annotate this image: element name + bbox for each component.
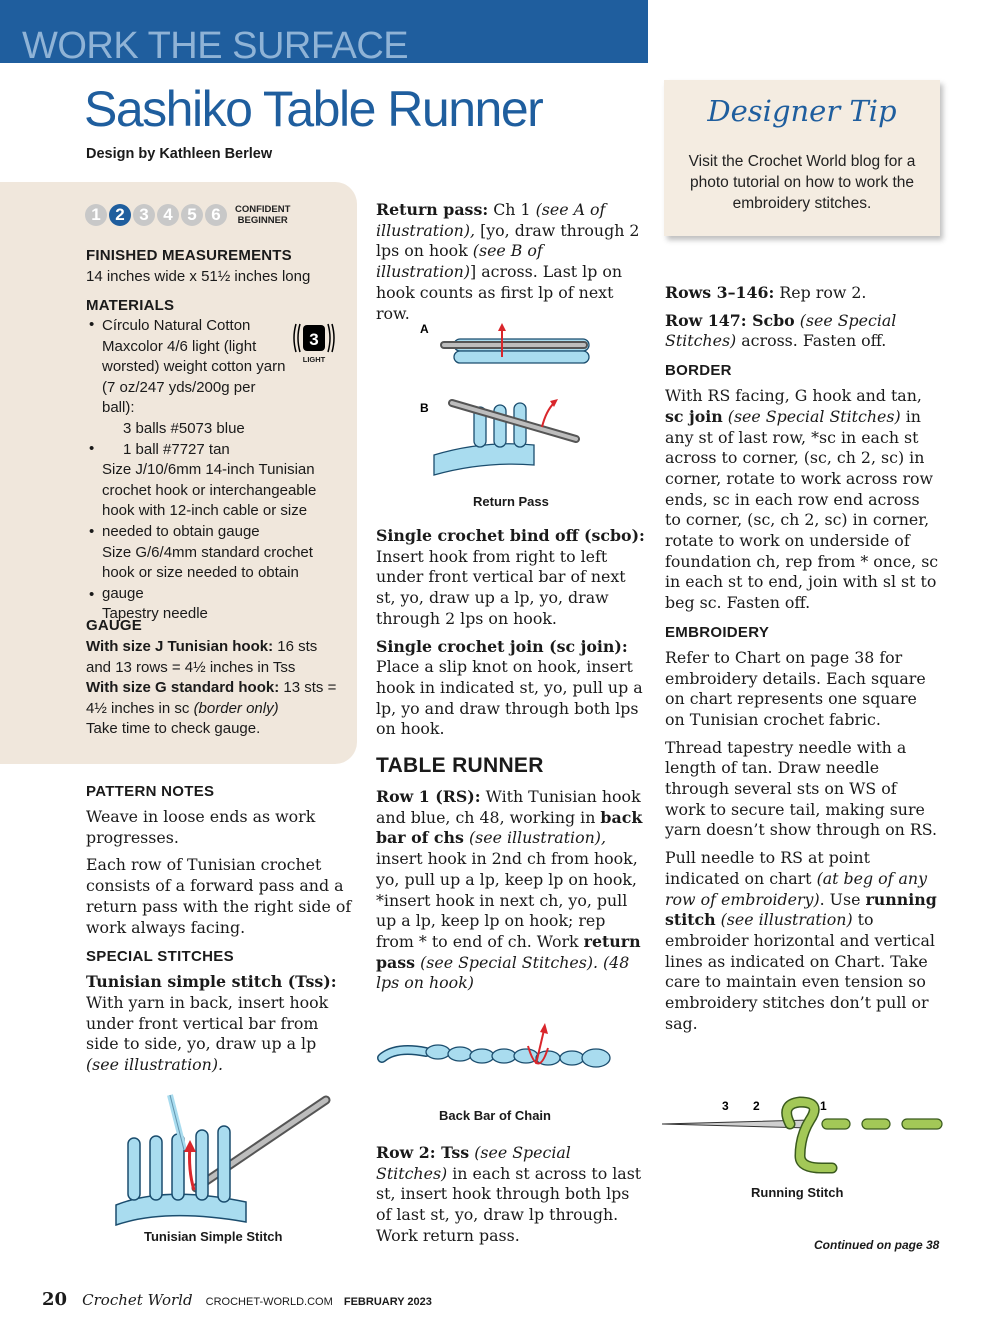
return-pass-illustration bbox=[414, 315, 594, 485]
pattern-note-1: Weave in loose ends as work progresses. bbox=[86, 807, 316, 847]
skill-level-5: 5 bbox=[181, 204, 203, 226]
website: CROCHET-WORLD.COM bbox=[205, 1296, 333, 1308]
magazine-name: Crochet World bbox=[82, 1291, 193, 1309]
skill-label: CONFIDENT BEGINNER bbox=[235, 204, 291, 226]
column-2-bottom bbox=[376, 1143, 646, 1247]
bullet: • bbox=[89, 316, 95, 333]
continued-note: Continued on page 38 bbox=[814, 1238, 940, 1252]
material-yarn-blue: 3 balls #5073 blue bbox=[123, 419, 245, 437]
label-a: A bbox=[420, 322, 429, 336]
border-instructions: With RS facing, G hook and tan, sc join (see Special Stitches) in any st of last row, *sc in each st across to corner, (sc, ch 2, sc) in corner, rotate to work across row ends, sc in each row end across to corner, (sc, ch 2, sc) in corner, rotate to work on underside of foundation ch, rep from * once, sc in each st to end, join with sl st to beg sc. Fasten off. bbox=[665, 386, 939, 613]
running-stitch-illustration bbox=[660, 1096, 950, 1176]
designer-tip-box bbox=[664, 80, 940, 236]
embroidery-paragraph-3: Pull needle to RS at point indicated on chart (at beg of any row of embroidery). Use running stitch (see illustration) to embroider horizontal and vertical lines as indicated on Chart. Take care to maintain even tension so embroidery stitches don’t pull or sag. bbox=[665, 848, 937, 1033]
table-runner-heading: TABLE RUNNER bbox=[376, 754, 544, 778]
section-label: WORK THE SURFACE bbox=[22, 25, 409, 67]
row-1-instructions: Row 1 (RS): With Tunisian hook and blue, ch 48, working in back bar of chs (see illustration), insert hook in 2nd ch from hook, yo, pull up a lp, keep lp on hook, *insert hook in next ch, yo, pull up a lp, keep lp on hook; rep from * to end of ch. Work return pass (see Special Stitches). (48 lps on hook) bbox=[376, 787, 643, 993]
issue-date: FEBRUARY 2023 bbox=[343, 1296, 432, 1308]
material-tunisian-hook: Size J/10/6mm 14-inch Tunisian crochet hook or interchangeable hook with 12-inch cable or size needed to obtain gauge bbox=[102, 461, 317, 540]
designer-tip-body: Visit the Crochet World blog for a photo tutorial on how to work the embroidery stitches. bbox=[688, 153, 916, 212]
yarn-weight-label: LIGHT bbox=[302, 355, 326, 364]
byline: Design by Kathleen Berlew bbox=[86, 146, 273, 162]
column-3 bbox=[665, 283, 940, 1035]
tss-caption: Tunisian Simple Stitch bbox=[144, 1229, 283, 1244]
embroidery-paragraph-1: Refer to Chart on page 38 for embroidery details. Each square on chart represents one square on Tunisian crochet fabric. bbox=[665, 647, 926, 729]
row-2-instructions: Row 2: Tss (see Special Stitches) in each st across to last st, insert hook through both lps of last st, yo, draw lp through. Work return pass. bbox=[376, 1143, 642, 1245]
back-bar-caption: Back Bar of Chain bbox=[439, 1108, 551, 1123]
designer-tip-title: Designer Tip bbox=[707, 94, 897, 128]
pattern-notes-heading: PATTERN NOTES bbox=[86, 783, 215, 800]
column-2-top bbox=[376, 200, 646, 324]
skill-level-4: 4 bbox=[157, 204, 179, 226]
column-2-middle bbox=[376, 526, 646, 994]
rows-3-146: Rows 3–146: Rep row 2. bbox=[665, 283, 867, 302]
column-1 bbox=[86, 783, 354, 1076]
bullet: • bbox=[89, 440, 95, 457]
finished-text: 14 inches wide x 51½ inches long bbox=[86, 268, 311, 285]
gauge-text: With size J Tunisian hook: 16 sts and 13 rows = 4½ inches in Tss With size G standard hook: 13 sts = 4½ inches in sc (border only) Take time to check gauge. bbox=[86, 638, 337, 738]
material-yarn: Círculo Natural Cotton Maxcolor 4/6 light (light worsted) weight cotton yarn (7 oz/247 yds/200g per ball): bbox=[102, 317, 286, 417]
stitch-point-2: 2 bbox=[753, 1099, 760, 1113]
materials-heading: MATERIALS bbox=[86, 297, 175, 314]
row-147: Row 147: Scbo (see Special Stitches) across. Fasten off. bbox=[665, 310, 897, 351]
skill-level bbox=[85, 204, 290, 226]
material-yarn-tan: 1 ball #7727 tan bbox=[123, 440, 230, 458]
tss-definition: Tunisian simple stitch (Tss): With yarn in back, insert hook under front vertical bar from side to side, yo, draw up a lp (see illustration). bbox=[86, 972, 337, 1075]
running-stitch-caption: Running Stitch bbox=[751, 1185, 844, 1200]
gauge-heading: GAUGE bbox=[86, 617, 143, 634]
scbo-definition: Single crochet bind off (scbo): Insert hook from right to left under front vertical bar of next st, yo, draw up a lp, yo, draw through 2 lps on hook. bbox=[376, 526, 645, 628]
pattern-note-2: Each row of Tunisian crochet consists of a forward pass and a return pass with the right side of work always facing. bbox=[86, 855, 352, 937]
embroidery-heading: EMBROIDERY bbox=[665, 623, 770, 641]
back-bar-of-chain-illustration bbox=[376, 1018, 626, 1088]
skill-level-2: 2 bbox=[109, 204, 131, 226]
return-pass-caption: Return Pass bbox=[473, 494, 549, 509]
stitch-point-1: 1 bbox=[820, 1099, 827, 1113]
border-heading: BORDER bbox=[665, 362, 732, 380]
material-standard-hook: Size G/6/4mm standard crochet hook or size needed to obtain gauge bbox=[102, 543, 313, 602]
return-pass-definition: Return pass: Ch 1 (see A of illustration), [yo, draw through 2 lps on hook (see B of illustration)] across. Last lp on hook counts as first lp of next row. bbox=[376, 200, 640, 323]
materials-list bbox=[102, 316, 342, 625]
bullet: • bbox=[89, 523, 95, 540]
sc-join-definition: Single crochet join (sc join): Place a slip knot on hook, insert hook in indicated st, yo, pull up a lp, yo and draw through both lps on hook. bbox=[376, 636, 643, 739]
special-stitches-heading: SPECIAL STITCHES bbox=[86, 948, 234, 966]
bullet: • bbox=[89, 586, 95, 603]
yarn-weight-number: 3 bbox=[309, 330, 319, 349]
page-footer bbox=[42, 1289, 432, 1310]
embroidery-paragraph-2: Thread tapestry needle with a length of tan. Draw needle through several sts on WS of work to secure tail, making sure yarn doesn’t show through on RS. bbox=[665, 737, 938, 840]
tunisian-simple-stitch-illustration bbox=[106, 1090, 336, 1230]
skill-level-3: 3 bbox=[133, 204, 155, 226]
stitch-point-3: 3 bbox=[722, 1099, 729, 1113]
label-b: B bbox=[420, 401, 429, 415]
material-needle: Tapestry needle bbox=[102, 605, 208, 623]
skill-level-1: 1 bbox=[85, 204, 107, 226]
section-banner bbox=[0, 0, 648, 67]
skill-level-6: 6 bbox=[205, 204, 227, 226]
page-number: 20 bbox=[42, 1289, 68, 1310]
finished-heading: FINISHED MEASUREMENTS bbox=[86, 247, 292, 264]
page-title: Sashiko Table Runner bbox=[84, 81, 543, 137]
